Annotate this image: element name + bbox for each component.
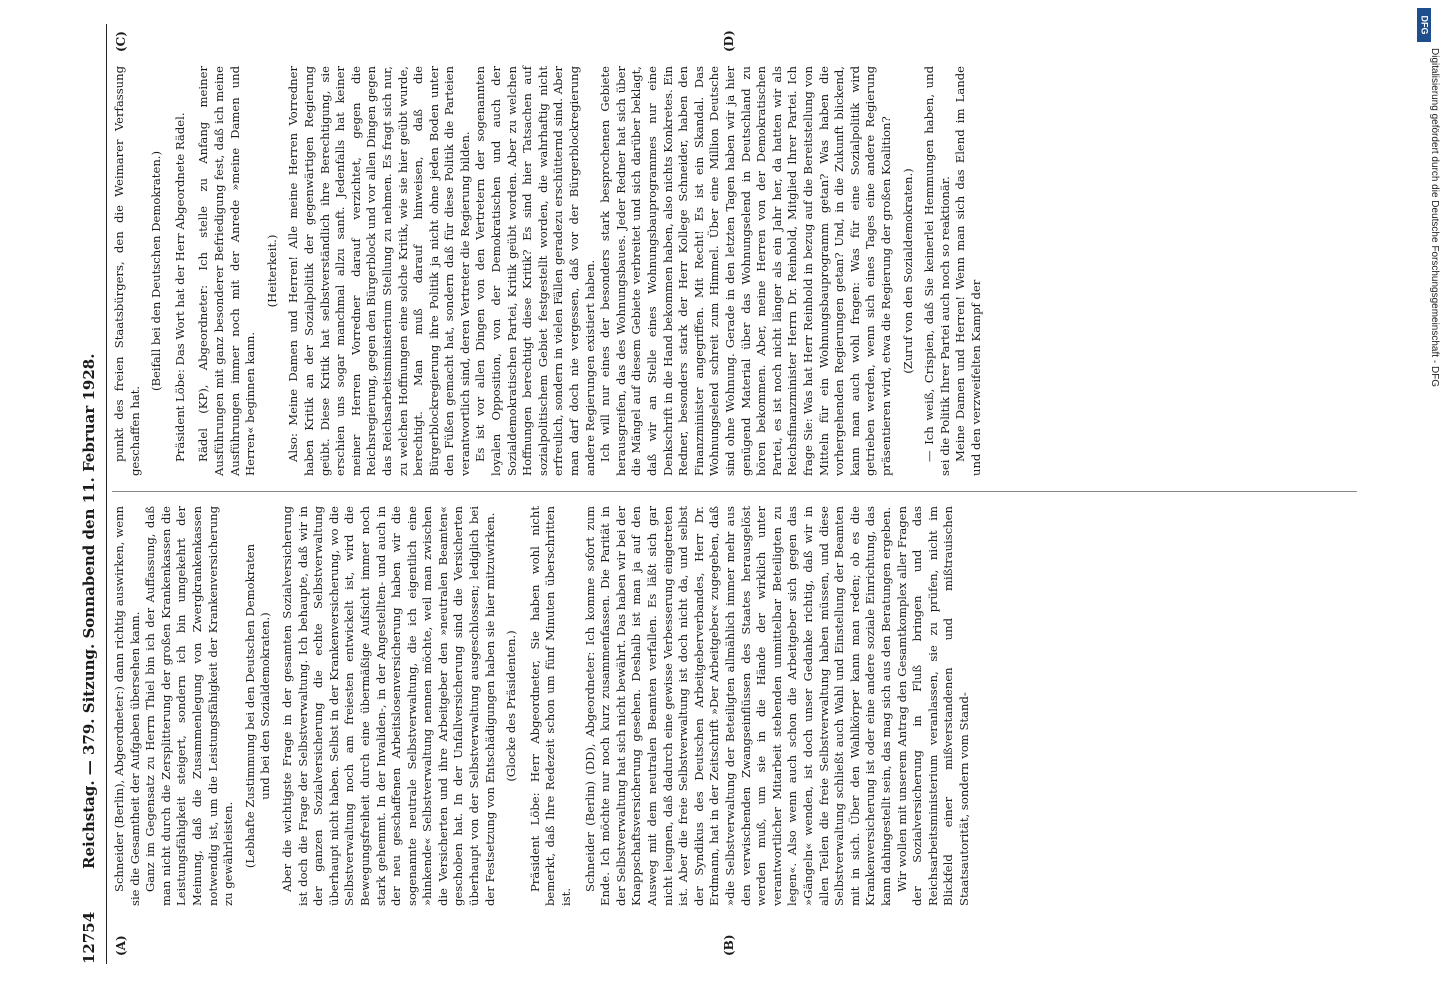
right-column (112, 66, 984, 476)
rotated-page (72, 24, 1372, 964)
interjection: (Lebhafte Zustimmung bei den Deutschen Demokraten und bei den Sozialdemokraten.) (242, 543, 273, 869)
paragraph: Schneider (Berlin), Abgeordneter:) dann richtig auswirken, wenn sie die Gesamtheit der Aufgaben übersehen kann. (112, 506, 142, 906)
paragraph: Wir wollen mit unserem Antrag den Gesamtkomplex aller Fragen der Sozialversicherung in Fluß bringen und das Reichsarbeitsministerium veranlassen, sie zu prüfen, nicht im Blickfeld einer mißverstandenen und mißtrauischen Staatsautorität, sondern vom Stand- (894, 506, 971, 906)
column-divider (112, 491, 1357, 492)
speaker-paragraph: Präsident Löbe: Das Wort hat der Herr Abgeordnete Rädel. (172, 112, 187, 462)
header-rule (106, 24, 107, 964)
margin-marker-c: (C) (114, 31, 128, 52)
margin-marker-a: (A) (114, 935, 128, 956)
speaker-paragraph: Präsident Löbe: Herr Abgeordneter, Sie haben wohl nicht bemerkt, daß Ihre Redezeit schon um fünf Minuten überschritten ist. (527, 506, 574, 906)
left-column (112, 506, 972, 906)
session-title: Reichstag. — 379. Sitzung. Sonnabend den 11. Februar 1928. (80, 353, 98, 869)
interjection: (Glocke des Präsidenten.) (504, 630, 519, 782)
margin-marker-b: (B) (722, 934, 736, 956)
page-number: 12754 (80, 911, 98, 964)
paragraph: Es ist vor allen Dingen von den Vertretern der sogenannten loyalen Opposition, von der Demokratischen und auch der Sozialdemokratischen Partei, Kritik geübt worden. Aber zu welchen Hoffnungen berechtigt diese Kritik? Es sind hier Tatsachen auf sozialpolitischem Gebiet festgestellt worden, die wahrhaftig nicht erfreulich, sondern in vielen Fällen geradezu erschütternd sind. Aber man darf doch nie vergessen, daß vor der Bürgerblockregierung andere Regierungen existiert haben. (473, 66, 597, 476)
margin-marker-d: (D) (722, 30, 736, 52)
paragraph: Ich will nur eines der besonders stark besprochenen Gebiete herausgreifen, das des Wohnungsbaues. Jeder Redner hat sich über die Mängel auf diesem Gebiete verbreitet und sich darüber beklagt, daß wir an Stelle eines Wohnungsbauprogrammes nur eine Denkschrift in die Hand bekommen haben, also nichts Konkretes. Ein Redner, besonders stark der Herr Kollege Schneider, haben den Finanzminister angegriffen. Mit Recht! Es ist ein Skandal. Das Wohnungselend schreit zum Himmel. Über eine Million Deutsche sind ohne Wohnung. Gerade in den letzten Tagen haben wir ja hier genügend Material über das Wohnungselend in Deutschland zu hören bekommen. Aber, meine Herren von der Demokratischen Partei, es ist noch nicht länger als ein Jahr her, da hatten wir als Reichsfinanzminister Herrn Dr. Reinhold, Mitglied Ihrer Partei. Ich frage Sie: Was hat Herr Reinhold in bezug auf die Bereitstellung von Mitteln für ein Wohnungsbauprogramm getan? Was haben die vorhergehenden Regierungen getan? Und, in die Zukunft blickend, kann man auch wohl fragen: Was für eine Sozialpolitik wird getrieben werden, wenn sich eines Tages eine andere Regierung präsentieren wird, etwa die Regierung der großen Koalition? (598, 66, 893, 476)
interjection: (Beifall bei den Deutschen Demokraten.) (149, 150, 164, 392)
interjection: (Heiterkeit.) (264, 234, 279, 308)
paragraph: Aber die wichtigste Frage in der gesamten Sozialversicherung ist doch die Frage der Selbstverwaltung. Ich behaupte, daß wir in der ganzen Sozialversicherung die echte Selbstverwaltung überhaupt nicht haben. Selbst in der Krankenversicherung, wo die Selbstverwaltung noch am freiesten entwickelt ist, wird die Bewegungsfreiheit durch eine übermäßige Aufsicht immer noch stark gehemmt. In der Invaliden-, in der Angestellten- und auch in der neu geschaffenen Arbeitslosenversicherung haben wir die sogenannte neutrale Selbstverwaltung, die ich eigentlich eine »hinkende« Selbstverwaltung nennen möchte, weil man zwischen die Versicherten und ihre Arbeitgeber den »neutralen Beamten« geschoben hat. In der Unfallversicherung sind die Versicherten überhaupt von der Selbstverwaltung ausgeschlossen; lediglich bei der Festsetzung von Entschädigungen haben sie hier mitzuwirken. (279, 506, 497, 906)
paragraph: punkt des freien Staatsbürgers, den die Weimarer Verfassung geschaffen hat. (112, 66, 142, 476)
paragraph: Ganz im Gegensatz zu Herrn Thiel bin ich der Auffassung, daß man nicht durch die Zersplitterung der großen Krankenkassen die Leistungsfähigkeit steigert, sondern ich bin umgekehrt der Meinung, daß die Zusammenlegung von Zwergkrankenkassen notwendig ist, um die Leistungsfähigkeit der Krankenversicherung zu gewährleisten. (143, 506, 236, 906)
interjection: (Zuruf von den Sozialdemokraten.) (900, 168, 915, 374)
digitization-credit: Digitalisierung gefördert durch die Deutsche Forschungsgemeinschaft - DFG (1429, 48, 1440, 388)
dfg-logo: DFG (1417, 8, 1431, 42)
paragraph: Also: Meine Damen und Herren! Alle meine Herren Vorredner haben Kritik an der Sozialpolitik der gegenwärtigen Regierung geübt. Diese Kritik hat selbstverständlich ihre Berechtigung, sie erschien uns sogar manchmal allzu sanft. Jedenfalls hat keiner meiner Herren Vorredner darauf verzichtet, gegen die Reichsregierung, gegen den Bürgerblock und vor allen Dingen gegen das Reichsarbeitsministerium Stellung zu nehmen. Es fragt sich nur, zu welchen Hoffnungen eine solche Kritik, wie sie hier geübt wurde, berechtigt. Man muß darauf hinweisen, daß die Bürgerblockregierung ihre Politik ja nicht ohne jeden Boden unter den Füßen gemacht hat, sondern daß für diese Politik die Parteien verantwortlich sind, deren Vertreter die Regierung bilden. (286, 66, 472, 476)
speaker-paragraph: Schneider (Berlin) (DD), Abgeordneter: Ich komme sofort zum Ende. Ich möchte nur noch kurz zusammenfassen. Die Parität in der Selbstverwaltung hat sich nicht bewährt. Das haben wir bei der Knappschaftsversicherung gesehen. Deshalb ist man ja auf den Ausweg mit dem neutralen Beamten verfallen. Es läßt sich gar nicht leugnen, daß dadurch eine gewisse Verbesserung eingetreten ist. Aber die freie Selbstverwaltung ist doch nicht da, und selbst der Syndikus des Deutschen Arbeitgeberverbandes, Herr Dr. Erdmann, hat in der Zeitschrift »Der Arbeitgeber« zugegeben, daß »die Selbstverwaltung der Beteiligten allmählich immer mehr aus den verwischenden Zwangseinflüssen des Staates herausgelöst werden muß, um sie in die Hände der wirklich unter verantwortlicher Mitarbeit stehenden unmittelbar Beteiligten zu legen«. Also wenn auch schon die Arbeitgeber sich gegen das »Gängeln« wenden, ist doch unser Gedanke richtig, daß wir in allen Teilen die freie Selbstverwaltung haben müssen, und diese Selbstverwaltung schließt auch Wahl und Einstellung der Beamten mit in sich. Über den Wahlkörper kann man reden; ob es die Krankenversicherung ist oder eine andere soziale Einrichtung, das kann dahingestellt sein, das mag sich aus den Beratungen ergeben. (582, 506, 893, 906)
paragraph: — Ich weiß, Crispien, daß Sie keinerlei Hemmungen haben, und sei die Politik Ihrer Partei auch noch so reaktionär. (922, 66, 952, 476)
page-header (80, 24, 104, 964)
paragraph: Meine Damen und Herren! Wenn man sich das Elend im Lande und den verzweifelten Kampf der (953, 66, 983, 476)
speaker-paragraph: Rädel (KP), Abgeordneter: Ich stelle zu Anfang meiner Ausführungen mit ganz besonderer Befriedigung fest, daß ich meine Ausführungen immer noch mit der Anrede »meine Damen und Herren« beginnen kann. (196, 66, 258, 476)
